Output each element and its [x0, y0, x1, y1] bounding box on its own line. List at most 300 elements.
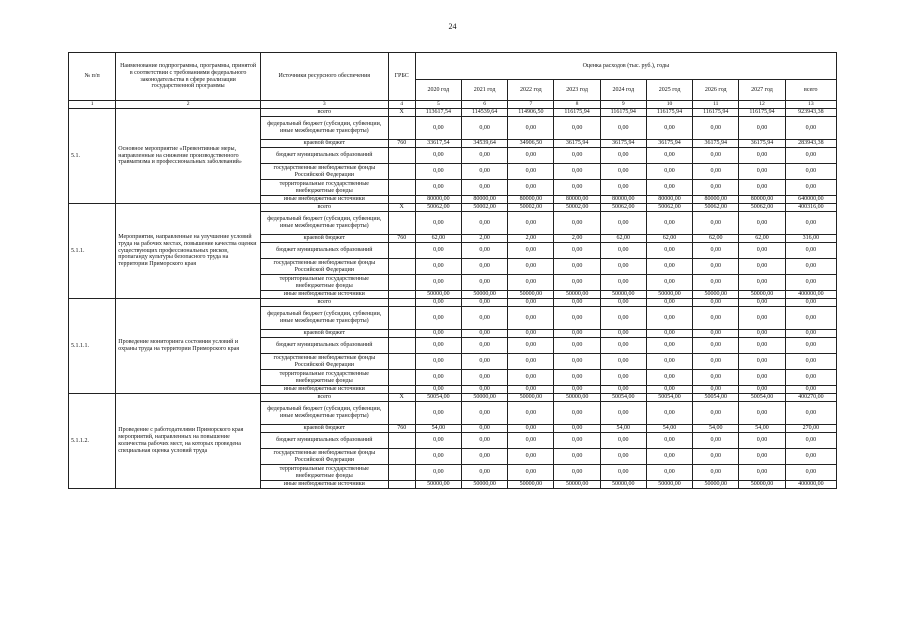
- funding-source: бюджет муниципальных образований: [260, 433, 388, 449]
- funding-source: иные внебюджетные источники: [260, 481, 388, 489]
- year-value: 0,00: [508, 465, 554, 481]
- total-value: 0,00: [785, 354, 836, 370]
- header-estimate: Оценка расходов (тыс. руб.), годы: [415, 53, 836, 80]
- year-value: 0,00: [461, 180, 507, 196]
- year-value: 0,00: [739, 164, 785, 180]
- funding-source: федеральный бюджет (субсидии, субвенции, иные межбюджетные трансферты): [260, 212, 388, 235]
- year-value: 0,00: [646, 243, 692, 259]
- grbs-code: 760: [388, 235, 415, 243]
- funding-source: всего: [260, 394, 388, 402]
- table-row: [69, 394, 837, 402]
- year-value: 0,00: [415, 402, 461, 425]
- year-value: 50002,00: [508, 204, 554, 212]
- year-value: 50000,00: [739, 291, 785, 299]
- total-value: 0,00: [785, 433, 836, 449]
- year-value: 50000,00: [693, 481, 739, 489]
- year-value: 0,00: [693, 148, 739, 164]
- year-value: 62,00: [739, 235, 785, 243]
- grbs-code: [388, 212, 415, 235]
- year-value: 0,00: [646, 386, 692, 394]
- year-value: 0,00: [646, 449, 692, 465]
- year-value: 62,00: [600, 235, 646, 243]
- header-year: 2020 год: [415, 80, 461, 101]
- year-value: 50000,00: [554, 291, 600, 299]
- total-value: 270,00: [785, 425, 836, 433]
- total-value: 400000,00: [785, 481, 836, 489]
- year-value: 0,00: [461, 433, 507, 449]
- grbs-code: [388, 386, 415, 394]
- year-value: 33617,54: [415, 140, 461, 148]
- year-value: 0,00: [646, 370, 692, 386]
- year-value: 80000,00: [646, 196, 692, 204]
- total-value: 923943,38: [785, 109, 836, 117]
- header-year: 2026 год: [693, 80, 739, 101]
- year-value: 0,00: [508, 402, 554, 425]
- year-value: 0,00: [646, 212, 692, 235]
- funding-source: краевой бюджет: [260, 330, 388, 338]
- year-value: 36175,94: [600, 140, 646, 148]
- year-value: 0,00: [693, 465, 739, 481]
- year-value: 116175,94: [693, 109, 739, 117]
- year-value: 0,00: [461, 386, 507, 394]
- year-value: 0,00: [739, 402, 785, 425]
- year-value: 62,00: [646, 235, 692, 243]
- year-value: 36175,94: [739, 140, 785, 148]
- year-value: 80000,00: [415, 196, 461, 204]
- year-value: 0,00: [554, 465, 600, 481]
- section-code: 5.1.1.: [69, 204, 116, 299]
- year-value: 0,00: [461, 370, 507, 386]
- header-source: Источники ресурсного обеспечения: [260, 53, 388, 101]
- year-value: 50062,00: [600, 204, 646, 212]
- header-column-number: 13: [785, 101, 836, 109]
- year-value: 0,00: [739, 354, 785, 370]
- year-value: 0,00: [461, 449, 507, 465]
- year-value: 0,00: [554, 164, 600, 180]
- page-number: 24: [448, 22, 457, 31]
- total-value: 0,00: [785, 180, 836, 196]
- year-value: 50000,00: [461, 394, 507, 402]
- total-value: 0,00: [785, 307, 836, 330]
- year-value: 0,00: [693, 370, 739, 386]
- funding-source: иные внебюджетные источники: [260, 196, 388, 204]
- year-value: 0,00: [415, 338, 461, 354]
- funding-source: иные внебюджетные источники: [260, 386, 388, 394]
- year-value: 0,00: [508, 212, 554, 235]
- total-value: 0,00: [785, 370, 836, 386]
- year-value: 0,00: [739, 299, 785, 307]
- year-value: 62,00: [693, 235, 739, 243]
- year-value: 0,00: [693, 117, 739, 140]
- year-value: 0,00: [739, 259, 785, 275]
- header-column-number: 10: [646, 101, 692, 109]
- year-value: 0,00: [600, 117, 646, 140]
- grbs-code: X: [388, 204, 415, 212]
- total-value: 0,00: [785, 338, 836, 354]
- year-value: 50000,00: [508, 394, 554, 402]
- year-value: 0,00: [508, 307, 554, 330]
- year-value: 0,00: [600, 386, 646, 394]
- year-value: 50000,00: [646, 291, 692, 299]
- year-value: 0,00: [508, 449, 554, 465]
- grbs-code: [388, 370, 415, 386]
- funding-source: краевой бюджет: [260, 235, 388, 243]
- year-value: 54,00: [600, 425, 646, 433]
- funding-source: территориальные государственные внебюджетные фонды: [260, 275, 388, 291]
- year-value: 0,00: [646, 465, 692, 481]
- year-value: 0,00: [739, 307, 785, 330]
- year-value: 0,00: [415, 354, 461, 370]
- year-value: 0,00: [554, 148, 600, 164]
- year-value: 0,00: [600, 307, 646, 330]
- total-value: 0,00: [785, 299, 836, 307]
- grbs-code: 760: [388, 140, 415, 148]
- year-value: 0,00: [600, 243, 646, 259]
- year-value: 0,00: [415, 449, 461, 465]
- year-value: 114539,64: [461, 109, 507, 117]
- year-value: 0,00: [508, 386, 554, 394]
- year-value: 50000,00: [646, 481, 692, 489]
- year-value: 0,00: [646, 330, 692, 338]
- year-value: 0,00: [415, 212, 461, 235]
- total-value: 400000,00: [785, 291, 836, 299]
- year-value: 0,00: [693, 164, 739, 180]
- year-value: 0,00: [739, 275, 785, 291]
- year-value: 2,00: [461, 235, 507, 243]
- total-value: 400316,00: [785, 204, 836, 212]
- year-value: 0,00: [554, 330, 600, 338]
- total-value: 0,00: [785, 402, 836, 425]
- grbs-code: [388, 148, 415, 164]
- year-value: 50000,00: [600, 291, 646, 299]
- year-value: 80000,00: [461, 196, 507, 204]
- year-value: 0,00: [415, 148, 461, 164]
- total-value: 400270,00: [785, 394, 836, 402]
- year-value: 80000,00: [508, 196, 554, 204]
- year-value: 0,00: [415, 180, 461, 196]
- year-value: 0,00: [461, 117, 507, 140]
- year-value: 0,00: [461, 307, 507, 330]
- year-value: 0,00: [415, 299, 461, 307]
- total-value: 0,00: [785, 148, 836, 164]
- header-column-number: 12: [739, 101, 785, 109]
- year-value: 0,00: [693, 307, 739, 330]
- year-value: 0,00: [415, 164, 461, 180]
- year-value: 0,00: [461, 338, 507, 354]
- year-value: 0,00: [693, 402, 739, 425]
- grbs-code: 760: [388, 425, 415, 433]
- funding-source: всего: [260, 109, 388, 117]
- year-value: 0,00: [461, 212, 507, 235]
- year-value: 0,00: [600, 370, 646, 386]
- year-value: 0,00: [646, 299, 692, 307]
- total-value: 0,00: [785, 259, 836, 275]
- header-column-number: 3: [260, 101, 388, 109]
- grbs-code: [388, 402, 415, 425]
- header-year: всего: [785, 80, 836, 101]
- year-value: 0,00: [693, 243, 739, 259]
- year-value: 116175,94: [739, 109, 785, 117]
- header-year: 2021 год: [461, 80, 507, 101]
- year-value: 50000,00: [554, 481, 600, 489]
- year-value: 116175,94: [646, 109, 692, 117]
- year-value: 0,00: [554, 402, 600, 425]
- year-value: 0,00: [693, 299, 739, 307]
- year-value: 0,00: [600, 275, 646, 291]
- total-value: 0,00: [785, 243, 836, 259]
- year-value: 0,00: [554, 243, 600, 259]
- year-value: 0,00: [461, 259, 507, 275]
- year-value: 0,00: [554, 386, 600, 394]
- funding-source: государственные внебюджетные фонды Российской Федерации: [260, 164, 388, 180]
- year-value: 0,00: [600, 433, 646, 449]
- year-value: 0,00: [600, 449, 646, 465]
- year-value: 50000,00: [508, 481, 554, 489]
- year-value: 0,00: [508, 180, 554, 196]
- header-column-number: 2: [116, 101, 261, 109]
- funding-source: государственные внебюджетные фонды Российской Федерации: [260, 354, 388, 370]
- year-value: 0,00: [415, 330, 461, 338]
- year-value: 50062,00: [646, 204, 692, 212]
- funding-source: бюджет муниципальных образований: [260, 243, 388, 259]
- year-value: 0,00: [739, 449, 785, 465]
- year-value: 0,00: [508, 148, 554, 164]
- year-value: 50000,00: [693, 291, 739, 299]
- funding-source: бюджет муниципальных образований: [260, 338, 388, 354]
- year-value: 0,00: [554, 275, 600, 291]
- year-value: 2,00: [554, 235, 600, 243]
- section-name: Проведение мониторинга состояния условий и охраны труда на территории Приморского края: [116, 299, 261, 394]
- year-value: 50054,00: [600, 394, 646, 402]
- year-value: 50000,00: [415, 291, 461, 299]
- header-grbs: ГРБС: [388, 53, 415, 101]
- year-value: 0,00: [600, 299, 646, 307]
- grbs-code: [388, 299, 415, 307]
- budget-table: [68, 52, 837, 489]
- year-value: 0,00: [508, 164, 554, 180]
- funding-source: федеральный бюджет (субсидии, субвенции, иные межбюджетные трансферты): [260, 402, 388, 425]
- year-value: 50002,00: [461, 204, 507, 212]
- grbs-code: [388, 196, 415, 204]
- year-value: 50000,00: [739, 481, 785, 489]
- total-value: 640000,00: [785, 196, 836, 204]
- year-value: 0,00: [461, 164, 507, 180]
- year-value: 0,00: [461, 243, 507, 259]
- year-value: 0,00: [508, 338, 554, 354]
- funding-source: федеральный бюджет (субсидии, субвенции, иные межбюджетные трансферты): [260, 117, 388, 140]
- header-name: Наименование подпрограммы, программы, принятой в соответствии с требованиями федерального законодательства в сфере реализации государственной программы: [116, 53, 261, 101]
- header-num: № п/п: [69, 53, 116, 101]
- funding-source: иные внебюджетные источники: [260, 291, 388, 299]
- year-value: 114906,50: [508, 109, 554, 117]
- grbs-code: [388, 180, 415, 196]
- grbs-code: [388, 291, 415, 299]
- header-column-number: 5: [415, 101, 461, 109]
- year-value: 50054,00: [646, 394, 692, 402]
- year-value: 0,00: [739, 212, 785, 235]
- grbs-code: [388, 307, 415, 330]
- year-value: 0,00: [415, 370, 461, 386]
- total-value: 0,00: [785, 164, 836, 180]
- year-value: 0,00: [554, 180, 600, 196]
- year-value: 0,00: [600, 354, 646, 370]
- year-value: 50000,00: [461, 291, 507, 299]
- year-value: 0,00: [508, 117, 554, 140]
- year-value: 36175,94: [554, 140, 600, 148]
- funding-source: государственные внебюджетные фонды Российской Федерации: [260, 259, 388, 275]
- year-value: 0,00: [461, 354, 507, 370]
- year-value: 0,00: [739, 386, 785, 394]
- grbs-code: [388, 330, 415, 338]
- funding-source: краевой бюджет: [260, 140, 388, 148]
- year-value: 0,00: [600, 148, 646, 164]
- grbs-code: [388, 243, 415, 259]
- funding-source: всего: [260, 204, 388, 212]
- year-value: 0,00: [508, 425, 554, 433]
- year-value: 0,00: [554, 425, 600, 433]
- year-value: 54,00: [646, 425, 692, 433]
- year-value: 0,00: [600, 465, 646, 481]
- year-value: 0,00: [739, 338, 785, 354]
- year-value: 0,00: [415, 259, 461, 275]
- year-value: 0,00: [739, 330, 785, 338]
- year-value: 0,00: [415, 433, 461, 449]
- year-value: 0,00: [693, 354, 739, 370]
- section-name: Проведение с работодателями Приморского края мероприятий, направленных на повышение количества рабочих мест, на которых проведена специальная оценка условий труда: [116, 394, 261, 489]
- year-value: 0,00: [646, 275, 692, 291]
- year-value: 0,00: [415, 243, 461, 259]
- year-value: 0,00: [693, 180, 739, 196]
- year-value: 0,00: [554, 259, 600, 275]
- year-value: 0,00: [415, 117, 461, 140]
- header-column-number: 4: [388, 101, 415, 109]
- year-value: 0,00: [508, 243, 554, 259]
- year-value: 0,00: [554, 299, 600, 307]
- year-value: 0,00: [508, 299, 554, 307]
- year-value: 50000,00: [415, 481, 461, 489]
- year-value: 0,00: [739, 117, 785, 140]
- year-value: 0,00: [693, 275, 739, 291]
- header-year: 2025 год: [646, 80, 692, 101]
- year-value: 0,00: [415, 275, 461, 291]
- grbs-code: [388, 354, 415, 370]
- year-value: 0,00: [739, 243, 785, 259]
- total-value: 0,00: [785, 449, 836, 465]
- year-value: 116175,94: [554, 109, 600, 117]
- year-value: 0,00: [461, 275, 507, 291]
- year-value: 0,00: [554, 212, 600, 235]
- table-row: [69, 109, 837, 117]
- year-value: 50000,00: [600, 481, 646, 489]
- funding-source: всего: [260, 299, 388, 307]
- year-value: 0,00: [646, 180, 692, 196]
- year-value: 80000,00: [554, 196, 600, 204]
- total-value: 0,00: [785, 117, 836, 140]
- header-column-number: 8: [554, 101, 600, 109]
- year-value: 0,00: [508, 370, 554, 386]
- grbs-code: [388, 164, 415, 180]
- funding-source: территориальные государственные внебюджетные фонды: [260, 465, 388, 481]
- year-value: 0,00: [646, 402, 692, 425]
- year-value: 0,00: [739, 370, 785, 386]
- year-value: 0,00: [461, 299, 507, 307]
- year-value: 0,00: [415, 465, 461, 481]
- section-code: 5.1.1.2.: [69, 394, 116, 489]
- year-value: 0,00: [461, 330, 507, 338]
- section-name: Основное мероприятие «Превентивные меры, направленные на снижение производственного травматизма и профессиональных заболеваний»: [116, 109, 261, 204]
- header-column-number: 1: [69, 101, 116, 109]
- year-value: 0,00: [646, 354, 692, 370]
- year-value: 36175,94: [693, 140, 739, 148]
- grbs-code: [388, 117, 415, 140]
- year-value: 0,00: [646, 164, 692, 180]
- year-value: 0,00: [600, 402, 646, 425]
- year-value: 80000,00: [693, 196, 739, 204]
- year-value: 0,00: [693, 449, 739, 465]
- funding-source: федеральный бюджет (субсидии, субвенции, иные межбюджетные трансферты): [260, 307, 388, 330]
- year-value: 0,00: [554, 338, 600, 354]
- year-value: 0,00: [554, 354, 600, 370]
- year-value: 0,00: [600, 180, 646, 196]
- grbs-code: [388, 338, 415, 354]
- grbs-code: [388, 449, 415, 465]
- year-value: 0,00: [739, 433, 785, 449]
- year-value: 34906,50: [508, 140, 554, 148]
- year-value: 0,00: [693, 330, 739, 338]
- year-value: 0,00: [693, 433, 739, 449]
- year-value: 62,00: [415, 235, 461, 243]
- year-value: 0,00: [461, 425, 507, 433]
- year-value: 0,00: [600, 330, 646, 338]
- grbs-code: X: [388, 394, 415, 402]
- year-value: 113617,54: [415, 109, 461, 117]
- year-value: 54,00: [739, 425, 785, 433]
- year-value: 80000,00: [600, 196, 646, 204]
- total-value: 0,00: [785, 386, 836, 394]
- year-value: 36175,94: [646, 140, 692, 148]
- grbs-code: [388, 465, 415, 481]
- year-value: 0,00: [739, 465, 785, 481]
- year-value: 50062,00: [739, 204, 785, 212]
- year-value: 50000,00: [461, 481, 507, 489]
- funding-source: территориальные государственные внебюджетные фонды: [260, 180, 388, 196]
- year-value: 50002,00: [554, 204, 600, 212]
- year-value: 50000,00: [554, 394, 600, 402]
- year-value: 50054,00: [415, 394, 461, 402]
- table-row: [69, 299, 837, 307]
- grbs-code: [388, 433, 415, 449]
- year-value: 0,00: [508, 259, 554, 275]
- year-value: 0,00: [739, 148, 785, 164]
- year-value: 0,00: [646, 117, 692, 140]
- funding-source: территориальные государственные внебюджетные фонды: [260, 370, 388, 386]
- header-column-number: 11: [693, 101, 739, 109]
- year-value: 0,00: [508, 354, 554, 370]
- year-value: 0,00: [646, 307, 692, 330]
- year-value: 0,00: [508, 330, 554, 338]
- year-value: 50000,00: [508, 291, 554, 299]
- year-value: 0,00: [508, 433, 554, 449]
- total-value: 0,00: [785, 275, 836, 291]
- year-value: 80000,00: [739, 196, 785, 204]
- year-value: 0,00: [600, 212, 646, 235]
- year-value: 0,00: [554, 370, 600, 386]
- header-column-number: 7: [508, 101, 554, 109]
- header-year: 2022 год: [508, 80, 554, 101]
- section-code: 5.1.: [69, 109, 116, 204]
- year-value: 34539,64: [461, 140, 507, 148]
- total-value: 0,00: [785, 330, 836, 338]
